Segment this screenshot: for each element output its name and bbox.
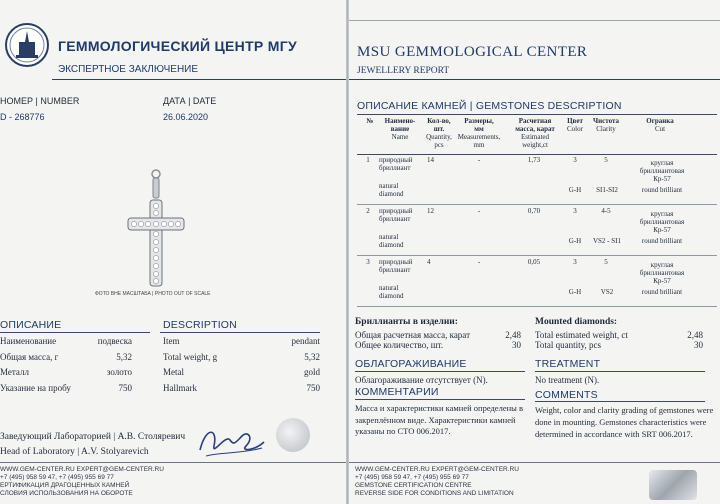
desc-value-en: gold [303,367,320,377]
treatment-heading-en: TREATMENT [535,358,601,370]
gem-number: 1 [366,156,370,164]
footer-conditions: СЛОВИЯ ИСПОЛЬЗОВАНИЯ НА ОБОРОТЕ [0,490,133,497]
footer-conditions-en: REVERSE SIDE FOR CONDITIONS AND LIMITATION [355,490,514,497]
gem-quantity: 14 [427,156,434,164]
left-footer [0,466,164,498]
gem-cut-ru: круглая бриллиантовая Кр-57 [639,261,685,285]
desc-value-en: 5,32 [304,351,320,362]
gems-rule [357,114,717,115]
mounted-heading-ru: Бриллианты в изделии: [355,317,458,327]
column-header-ru: Размеры, мм [464,117,494,133]
comments-heading-ru: КОММЕНТАРИИ [355,386,439,398]
desc-rule-ru [0,332,150,333]
footer-phone: +7 (495) 958 59 47, +7 (495) 955 69 77 [0,474,114,481]
gem-clarity-en: VS2 [600,288,614,296]
gem-clarity-en: VS2 - SI1 [592,237,621,245]
gems-heading: ОПИСАНИЕ КАМНЕЙ | GEMSTONES DESCRIPTION [357,100,622,112]
report-subtitle-ru: ЭКСПЕРТНОЕ ЗАКЛЮЧЕНИЕ [58,64,199,75]
mounted-value-ru: 2,48 [505,330,521,340]
header-divider [52,79,346,80]
msu-logo-icon [4,22,50,68]
number-value: D - 268776 [0,112,45,122]
gem-number: 2 [366,207,370,215]
left-page [0,0,346,504]
column-header-ru: Наимено- вание [384,117,416,133]
mounted-label-ru: Общее количество, шт. [355,340,444,350]
column-header-en: Cut [654,125,666,133]
treatment-rule-ru [355,371,525,372]
gem-quantity: 12 [427,207,434,215]
header-divider-right [349,79,720,80]
column-header [629,117,691,133]
desc-value-ru: 5,32 [116,351,132,362]
desc-value-ru: подвеска [97,336,132,346]
mounted-label-ru: Общая расчетная масса, карат [355,330,471,340]
mounted-value-en: 30 [694,340,703,350]
gem-name-en: natural diamond [379,233,404,249]
right-footer [355,466,519,498]
column-header-en: Color [567,125,583,133]
top-rule [349,20,720,21]
mounted-heading-en: Mounted diamonds: [535,317,618,327]
gem-name-en: natural diamond [379,284,404,300]
org-title-en: MSU GEMMOLOGICAL CENTER [357,44,588,60]
report-subtitle-en: JEWELLERY REPORT [357,66,450,76]
desc-label-ru: Наименование [0,336,57,346]
gem-weight: 0,70 [527,207,541,215]
gem-clarity-ru: 4-5 [601,207,611,215]
head-of-lab-ru: Заведующий Лабораторией | А.В. Столяревич [0,432,186,442]
desc-label-en: Hallmark [163,382,197,393]
mounted-label-en: Total quantity, pcs [535,340,602,350]
gem-clarity-en: SI1-SI2 [596,186,618,194]
org-title-ru: ГЕММОЛОГИЧЕСКИЙ ЦЕНТР МГУ [58,38,297,54]
column-header [363,117,377,125]
treatment-rule-en [535,371,705,372]
gem-color-en: G-H [568,237,582,245]
gem-weight: 0,05 [527,258,541,266]
desc-value-en: 750 [306,382,320,393]
gem-color-ru: 3 [573,156,577,164]
treatment-text-en: No treatment (N). [535,375,600,385]
comments-rule-en [535,401,705,402]
comments-text-ru: Масса и характеристики камней определены в закреплённом виде. Характеристики камней указаны по СТО 006.2017. [355,403,523,436]
number-label: НОМЕР | NUMBER [0,96,80,106]
column-header-ru: Расчетная масса, карат [515,117,555,133]
comments-text-en: Weight, color and clarity grading of gemstones were done in mounting. Gemstones characteristics were determined in accordance with SRT 006.2017. [535,405,714,439]
desc-value-en: pendant [291,336,320,346]
photo-caption: ФОТО ВНЕ МАСШТАБА | PHOTO OUT OF SCALE [95,291,211,297]
gems-header-rule [357,154,717,155]
gem-name-ru: природный бриллиант [379,258,413,274]
desc-heading-ru: ОПИСАНИЕ [0,319,62,331]
column-header [565,117,585,133]
gem-cut-ru: круглая бриллиантовая Кр-57 [639,210,685,234]
security-hologram [649,470,697,500]
gem-color-ru: 3 [573,207,577,215]
mounted-label-en: Total estimated weight, ct [535,330,628,340]
pendant-photo [120,168,200,290]
treatment-text-ru: Облагораживание отсутствует (N). [355,375,488,385]
column-header-ru: Цвет [567,117,583,125]
signature-image [196,420,268,462]
column-header-ru: Чистота [592,117,620,125]
desc-label-ru: Общая масса, г [0,351,59,362]
column-header-ru: № [366,117,374,125]
column-header-ru: Кол-во, шт. [427,117,451,133]
footer-cert-en: GEMSTONE CERTIFICATION CENTRE [355,482,472,489]
footer-web-email-en[interactable]: WWW.GEM-CENTER.RU EXPERT@GEM-CENTER.RU [355,466,519,473]
date-label: ДАТА | DATE [163,96,217,106]
gem-measurements: - [477,258,481,266]
gem-name-ru: природный бриллиант [379,207,413,223]
column-header [589,117,623,133]
gem-measurements: - [477,207,481,215]
gem-clarity-ru: 5 [604,258,608,266]
desc-label-en: Item [163,336,180,346]
column-header [452,117,506,149]
gem-color-en: G-H [568,186,582,194]
footer-rule-right [349,462,720,463]
treatment-heading-ru: ОБЛАГОРАЖИВАНИЕ [355,358,467,370]
mounted-value-en: 2,48 [687,330,703,340]
desc-label-en: Total weight, g [163,351,218,362]
gem-row-rule [357,204,717,205]
gem-weight: 1,73 [527,156,541,164]
gem-cut-en: round brilliant [641,186,683,194]
comments-rule-ru [355,399,525,400]
footer-cert: ЕРТИФИКАЦИЯ ДРАГОЦЕННЫХ КАМНЕЙ [0,482,130,489]
footer-web-email[interactable]: WWW.GEM-CENTER.RU EXPERT@GEM-CENTER.RU [0,466,164,473]
column-header [379,117,421,141]
footer-phone-en: +7 (495) 958 59 47, +7 (495) 955 69 77 [355,474,469,481]
column-header-en: Name [391,133,409,141]
gem-measurements: - [477,156,481,164]
column-header [509,117,561,149]
desc-value-ru: 750 [118,382,132,393]
gem-quantity: 4 [427,258,431,266]
desc-heading-en: DESCRIPTION [163,319,237,331]
gem-clarity-ru: 5 [604,156,608,164]
desc-label-en: Metal [163,367,184,377]
head-of-lab-en: Head of Laboratory | A.V. Stolyarevich [0,447,149,457]
column-header-en: Measurements, mm [457,133,501,149]
gem-cut-en: round brilliant [641,288,683,296]
gem-row-rule [357,255,717,256]
desc-value-ru: золото [106,367,132,377]
gem-row-rule [357,306,717,307]
gem-cut-en: round brilliant [641,237,683,245]
column-header-en: Quantity, pcs [426,133,452,149]
column-header-ru: Огранка [646,117,674,125]
desc-label-ru: Указание на пробу [0,382,71,393]
footer-rule [0,462,346,463]
gem-number: 3 [366,258,370,266]
gem-color-en: G-H [568,288,582,296]
gem-name-en: natural diamond [379,182,404,198]
column-header-en: Estimated weight,ct [521,133,549,149]
hologram-seal [276,418,310,452]
gem-name-ru: природный бриллиант [379,156,413,172]
gem-cut-ru: круглая бриллиантовая Кр-57 [639,159,685,183]
desc-label-ru: Металл [0,367,29,377]
column-header [426,117,452,149]
comments-heading-en: COMMENTS [535,389,598,401]
gem-color-ru: 3 [573,258,577,266]
mounted-value-ru: 30 [512,340,521,350]
desc-rule-en [160,332,320,333]
date-value: 26.06.2020 [163,112,209,122]
right-page [349,0,720,504]
column-header-en: Clarity [596,125,616,133]
